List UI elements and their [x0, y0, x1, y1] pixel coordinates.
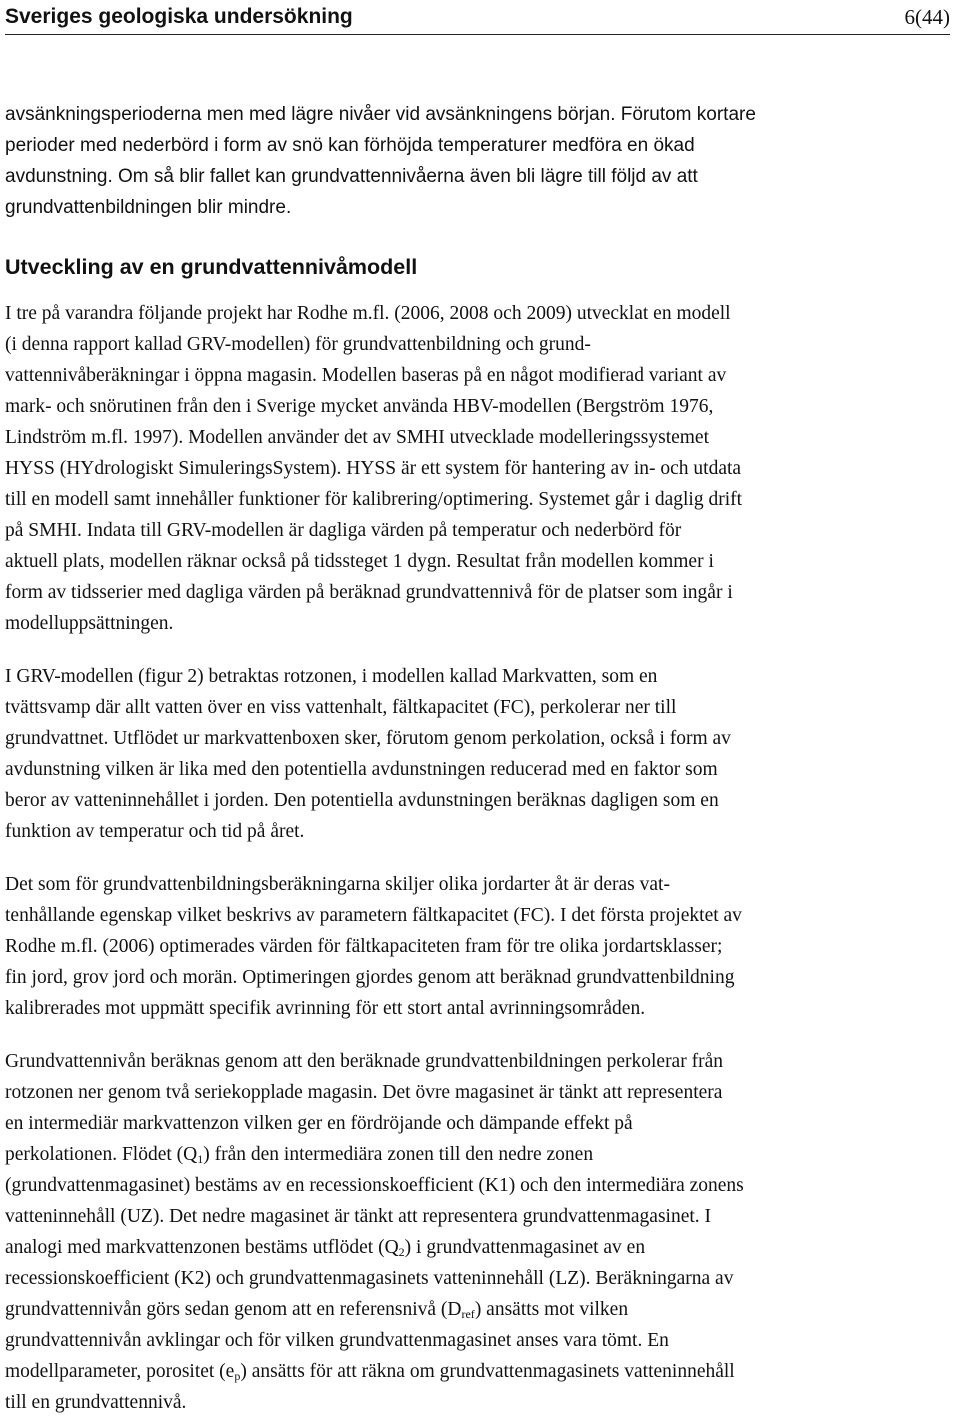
paragraph-root-zone — [5, 661, 957, 847]
text-line: avdunstning vilken är lika med den potentiella avdunstningen reducerad med en faktor som — [5, 759, 718, 780]
text-line: I GRV-modellen (figur 2) betraktas rotzonen, i modellen kallad Markvatten, som en — [5, 666, 658, 687]
page-header — [5, 0, 950, 35]
text-line: Lindström m.fl. 1997). Modellen använder det av SMHI utvecklade modelleringssystemet — [5, 427, 710, 448]
subscript: ref — [461, 1307, 475, 1321]
text-line: tvättsvamp där allt vatten över en viss vattenhalt, fältkapacitet (FC), perkolerar ner till — [5, 697, 677, 718]
text-line: funktion av temperatur och tid på året. — [5, 821, 305, 842]
text-line: tenhållande egenskap vilket beskrivs av parametern fältkapacitet (FC). I det första projektet av — [5, 905, 742, 926]
organization-name: Sveriges geologiska undersökning — [5, 5, 353, 28]
text-line: analogi med markvattenzonen bestäms utflödet $(Q_2)$ i grundvattenmagasinet av en — [5, 1237, 646, 1259]
text-line: mark- och snörutinen från den i Sverige mycket använda HBV-modellen (Bergström 1976, — [5, 396, 714, 417]
text-line: (grundvattenmagasinet) bestäms av en recessionskoefficient (K1) och den intermediära zonens — [5, 1175, 744, 1196]
text-line: perkolationen. Flödet $(Q_1)$ från den intermediära zonen till den nedre zonen — [5, 1144, 594, 1166]
text-line: avdunstning. Om så blir fallet kan grundvattennivåerna även bli lägre till följd av att — [5, 166, 698, 187]
text-line: fin jord, grov jord och morän. Optimeringen gjordes genom att beräknad grundvattenbildning — [5, 967, 735, 988]
text-line: grundvattenbildningen blir mindre. — [5, 197, 292, 218]
page-number: 6(44) — [904, 4, 950, 29]
text-line: rotzonen ner genom två seriekopplade magasin. Det övre magasinet är tänkt att representera — [5, 1082, 723, 1103]
text-line: på SMHI. Indata till GRV-modellen är dagliga värden på temperatur och nederbörd för — [5, 520, 682, 541]
text-line: recessionskoefficient (K2) och grundvattenmagasinets vatteninnehåll (LZ). Beräkningarna av — [5, 1268, 734, 1289]
text-line: till en modell samt innehåller funktioner för kalibrering/optimering. Systemet går i daglig drift — [5, 489, 743, 510]
page-body — [5, 99, 957, 1418]
text-line: avsänkningsperioderna men med lägre nivåer vid avsänkningens början. Förutom kortare — [5, 104, 756, 125]
paragraph-soil-types — [5, 869, 957, 1024]
text-line: till en grundvattennivå. — [5, 1392, 187, 1413]
text-line: grundvattennivån görs sedan genom att en referensnivå $(D_{ref})$ ansätts mot vilken — [5, 1299, 629, 1321]
text-line: grundvattnet. Utflödet ur markvattenboxen sker, förutom genom perkolation, också i form av — [5, 728, 731, 749]
paragraph-groundwater-level — [5, 1046, 957, 1418]
intro-paragraph — [5, 99, 957, 223]
text-line: Rodhe m.fl. (2006) optimerades värden för fältkapaciteten fram för tre olika jordartsklasser; — [5, 936, 723, 957]
subscript: p — [234, 1369, 241, 1383]
text-line: HYSS (HYdrologiskt SimuleringsSystem). HYSS är ett system för hantering av in- och utdata — [5, 458, 742, 479]
text-line: modelluppsättningen. — [5, 613, 174, 634]
text-line: grundvattennivån avklingar och för vilken grundvattenmagasinet anses vara tömt. En — [5, 1330, 669, 1351]
subscript: 2 — [398, 1245, 405, 1259]
text-line: form av tidsserier med dagliga värden på beräknad grundvattennivå för de platser som ingår i — [5, 582, 733, 603]
text-line: en intermediär markvattenzon vilken ger en fördröjande och dämpande effekt på — [5, 1113, 633, 1134]
text-line: Grundvattennivån beräknas genom att den beräknade grundvattenbildningen perkolerar från — [5, 1051, 723, 1072]
text-line: kalibrerades mot uppmätt specifik avrinning för ett stort antal avrinningsområden. — [5, 998, 646, 1019]
section-heading: Utveckling av en grundvattennivåmodell — [5, 255, 418, 279]
text-line: (i denna rapport kallad GRV-modellen) för grundvattenbildning och grund- — [5, 334, 591, 355]
text-line: I tre på varandra följande projekt har Rodhe m.fl. (2006, 2008 och 2009) utvecklat en modell — [5, 303, 731, 324]
text-line: modellparameter, porositet $(e_p)$ ansätts för att räkna om grundvattenmagasinets vatteninnehåll — [5, 1361, 735, 1383]
text-line: perioder med nederbörd i form av snö kan förhöjda temperaturer medföra en ökad — [5, 135, 695, 156]
text-line: aktuell plats, modellen räknar också på tidssteget 1 dygn. Resultat från modellen kommer i — [5, 551, 714, 572]
text-line: beror av vatteninnehållet i jorden. Den potentiella avdunstningen beräknas dagligen som en — [5, 790, 719, 811]
text-line: vattennivåberäkningar i öppna magasin. Modellen baseras på en något modifierad variant av — [5, 365, 727, 386]
paragraph-model-development — [5, 298, 957, 639]
text-line: vatteninnehåll (UZ). Det nedre magasinet är tänkt att representera grundvattenmagasinet. I — [5, 1206, 712, 1227]
subscript: 1 — [197, 1152, 204, 1166]
text-line: Det som för grundvattenbildningsberäkningarna skiljer olika jordarter åt är deras vat- — [5, 874, 670, 895]
